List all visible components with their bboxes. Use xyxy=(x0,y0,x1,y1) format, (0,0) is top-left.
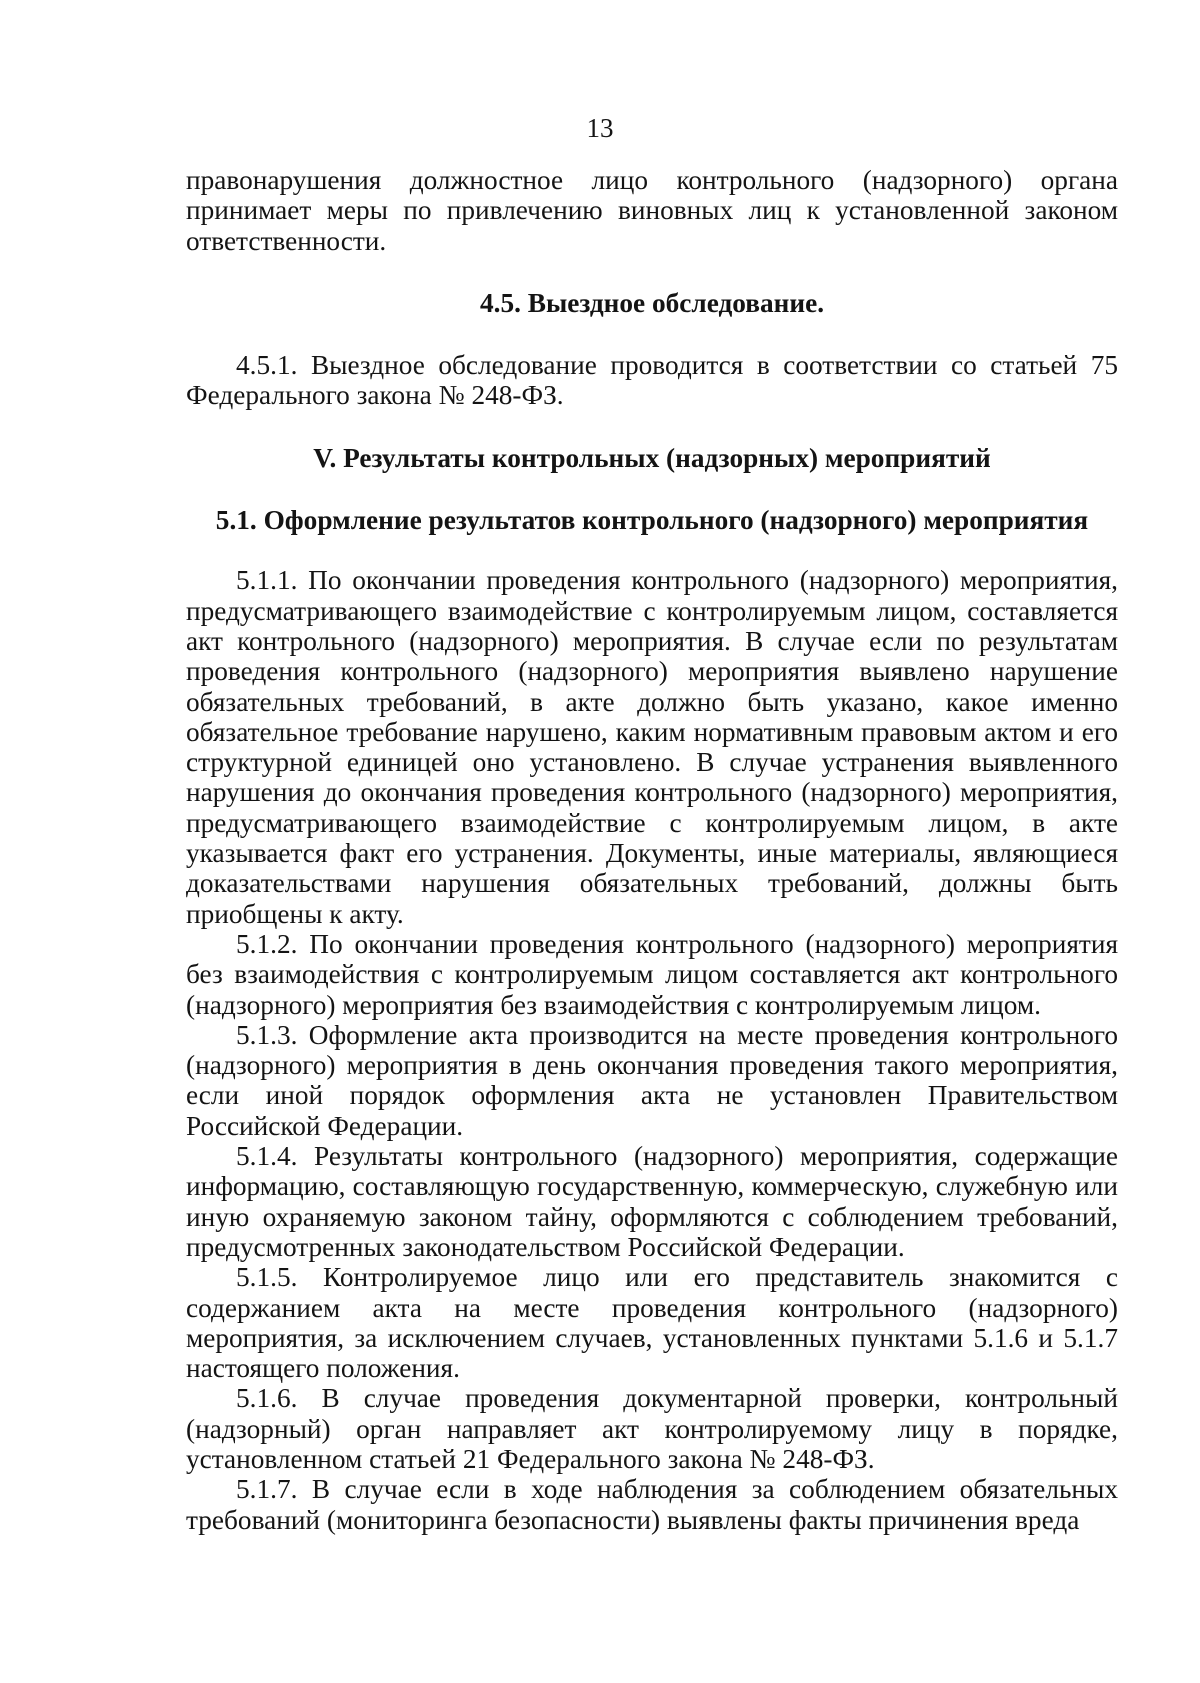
spacer xyxy=(186,318,1118,350)
document-body xyxy=(186,165,1118,1535)
heading-5-1: 5.1. Оформление результатов контрольного (надзорного) мероприятия xyxy=(215,505,1089,536)
spacer xyxy=(186,473,1118,505)
page-number: 13 xyxy=(586,113,614,143)
paragraph-5-1-3: 5.1.3. Оформление акта производится на месте проведения контрольного (надзорного) мероприятия в день окончания проведения такого мероприятия, если иной порядок оформления акта не установлен Правительством Российской Федерации. xyxy=(186,1019,1118,1141)
paragraph-4-5-1: 4.5.1. Выездное обследование проводится в соответствии со статьей 75 Федерального закона № 248-ФЗ. xyxy=(186,350,1118,411)
paragraph-continuation: правонарушения должностное лицо контрольного (надзорного) органа принимает меры по привлечению виновных лиц к установленной законом ответственности. xyxy=(186,165,1118,256)
paragraph-5-1-7: 5.1.7. В случае если в ходе наблюдения за соблюдением обязательных требований (мониторинга безопасности) выявлены факты причинения вреда xyxy=(186,1474,1118,1535)
paragraph-5-1-4: 5.1.4. Результаты контрольного (надзорного) мероприятия, содержащие информацию, составляющую государственную, коммерческую, служебную или иную охраняемую законом тайну, оформляются с соблюдением требований, предусмотренных законодательством Российской Федерации. xyxy=(186,1141,1118,1262)
paragraph-5-1-2: 5.1.2. По окончании проведения контрольного (надзорного) мероприятия без взаимодействия с контролируемым лицом составляется акт контрольного (надзорного) мероприятия без взаимодействия с контролируемым лицом. xyxy=(186,928,1118,1020)
spacer xyxy=(186,411,1118,443)
heading-section-5: V. Результаты контрольных (надзорных) мероприятий xyxy=(313,442,991,473)
spacer xyxy=(186,535,1118,565)
paragraph-5-1-5: 5.1.5. Контролируемое лицо или его представитель знакомится с содержанием акта на месте проведения контрольного (надзорного) мероприятия, за исключением случаев, установленных пунктами 5.1.6 и 5.1.7 настоящего положения. xyxy=(186,1262,1118,1384)
paragraph-5-1-6: 5.1.6. В случае проведения документарной проверки, контрольный (надзорный) орган направляет акт контролируемому лицу в порядке, установленном статьей 21 Федерального закона № 248-ФЗ. xyxy=(186,1383,1118,1474)
heading-4-5: 4.5. Выездное обследование. xyxy=(479,287,825,318)
paragraph-5-1-1: 5.1.1. По окончании проведения контрольного (надзорного) мероприятия, предусматривающего взаимодействие с контролируемым лицом, составляется акт контрольного (надзорного) мероприятия. В случае если по результатам проведения контрольного (надзорного) мероприятия выявлено нарушение обязательных требований, в акте должно быть указано, какое именно обязательное требование нарушено, каким нормативным правовым актом и его структурной единицей оно установлено. В случае устранения выявленного нарушения до окончания проведения контрольного (надзорного) мероприятия, предусматривающего взаимодействие с контролируемым лицом, в акте указывается факт его устранения. Документы, иные материалы, являющиеся доказательствами нарушения обязательных требований, должны быть приобщены к акту. xyxy=(186,565,1118,929)
spacer xyxy=(186,256,1118,288)
